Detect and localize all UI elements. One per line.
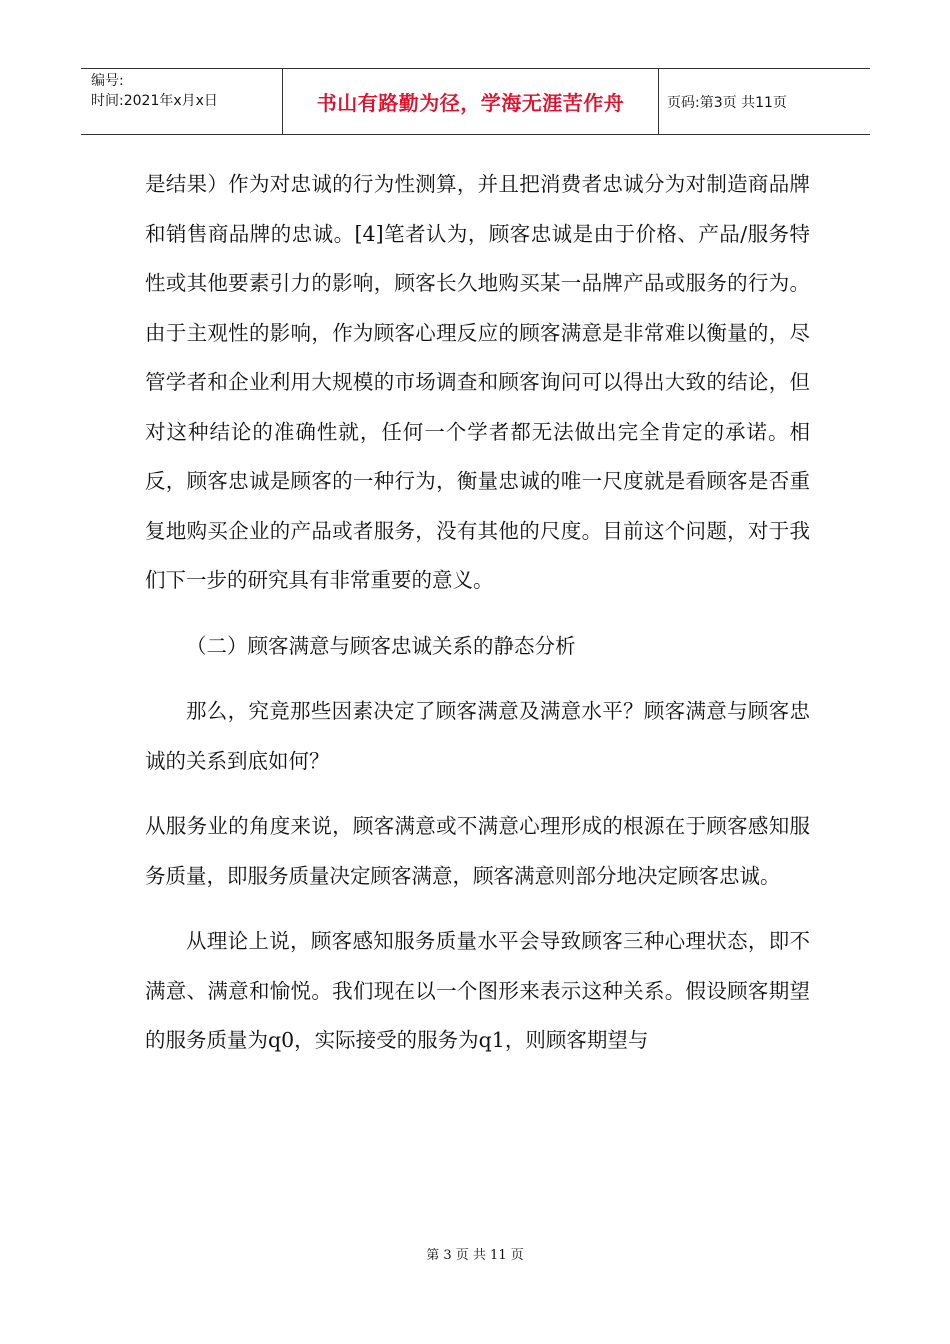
page-footer: 第 3 页 共 11 页 [426,1248,524,1263]
paragraph-1: 是结果）作为对忠诚的行为性测算，并且把消费者忠诚分为对制造商品牌和销售商品牌的忠诚。[4]笔者认为，顾客忠诚是由于价格、产品/服务特性或其他要素引力的影响，顾客长久地购买某一品牌产品或服务的行为。由于主观性的影响，作为顾客心理反应的顾客满意是非常难以衡量的，尽管学者和企业利用大规模的市场调查和顾客询问可以得出大致的结论，但对这种结论的准确性就，任何一个学者都无法做出完全肯定的承诺。相反，顾客忠诚是顾客的一种行为，衡量忠诚的唯一尺度就是看顾客是否重复地购买企业的产品或者服务，没有其他的尺度。目前这个问题，对于我们下一步的研究具有非常重要的意义。 [145,172,810,592]
paragraph-3: 从服务业的角度来说，顾客满意或不满意心理形成的根源在于顾客感知服务质量，即服务质量决定顾客满意，顾客满意则部分地决定顾客忠诚。 [145,814,810,888]
header-page-info: 页码:第3页 共11页 [667,94,787,111]
header-meta [81,69,283,134]
paragraph-2: 那么，究竟那些因素决定了顾客满意及满意水平？顾客满意与顾客忠诚的关系到底如何？ [145,699,810,773]
doc-number-label: 编号: [91,73,124,89]
document-body [145,160,810,1066]
section-heading: （二）顾客满意与顾客忠诚关系的静态分析 [186,633,576,658]
paragraph-4: 从理论上说，顾客感知服务质量水平会导致顾客三种心理状态，即不满意、满意和愉悦。我们现在以一个图形来表示这种关系。假设顾客期望的服务质量为q0，实际接受的服务为q1，则顾客期望与 [145,929,810,1052]
doc-time-label: 时间:2021年x月x日 [91,93,218,109]
header-motto: 书山有路勤为径，学海无涯苦作舟 [283,69,659,134]
page-header [81,68,870,135]
